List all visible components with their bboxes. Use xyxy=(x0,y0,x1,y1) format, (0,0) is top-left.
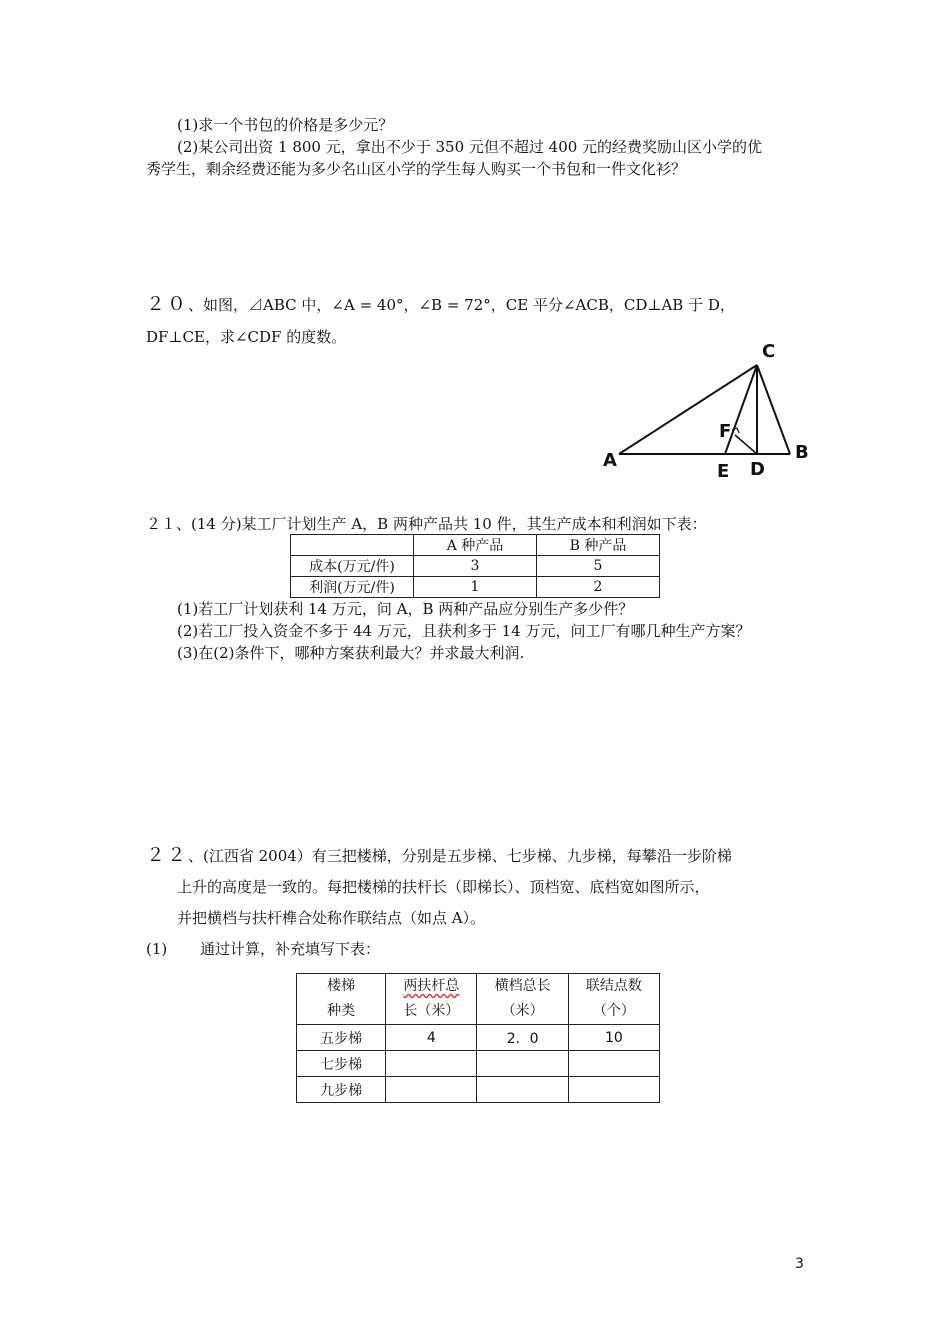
header-line: 联结点数 xyxy=(585,978,642,994)
label-e: E xyxy=(717,461,730,482)
table-cell: 2 xyxy=(537,577,660,598)
q22-line3: 并把横档与扶杆榫合处称作联结点（如点 A）。 xyxy=(177,909,486,927)
q19-part2-line1: (2)某公司出资 1 800 元，拿出不少于 350 元但不超过 400 元的经费奖励山区小学的优 xyxy=(177,138,763,156)
table-row xyxy=(291,577,660,598)
label-a: A xyxy=(603,450,617,471)
header-line: 楼梯 xyxy=(327,978,356,994)
q22-line2: 上升的高度是一致的。每把楼梯的扶杆长（即梯长）、顶档宽、底档宽如图所示， xyxy=(177,878,710,896)
q22-text1: 、(江西省 2004）有三把楼梯，分别是五步梯、七步梯、九步梯，每攀沿一步阶梯 xyxy=(188,847,732,865)
q20-line1 xyxy=(146,294,735,315)
table-cell: A 种产品 xyxy=(414,535,537,556)
table-cell xyxy=(386,1077,477,1103)
table-cell xyxy=(568,1051,659,1077)
q21-part1: (1)若工厂计划获利 14 万元，问 A，B 两种产品应分别生产多少件？ xyxy=(177,600,634,618)
header-line: （米） xyxy=(501,1003,544,1019)
header-line: 横档总长 xyxy=(494,978,551,994)
page-number: 3 xyxy=(795,1256,804,1272)
header-cell xyxy=(568,974,659,1025)
table-cell: 成本(万元/件) xyxy=(291,556,414,577)
table-cell: 利润(万元/件) xyxy=(291,577,414,598)
q22-number: ２２ xyxy=(146,844,189,866)
table-row xyxy=(297,1025,660,1051)
q21-intro: ２１、(14 分)某工厂计划生产 A，B 两种产品共 10 件，其生产成本和利润如下表： xyxy=(146,515,707,533)
q22-line1 xyxy=(146,845,732,866)
q22-part1-label: (1) xyxy=(146,940,168,958)
q21-part3: (3)在(2)条件下，哪种方案获利最大？并求最大利润. xyxy=(177,644,525,662)
header-cell xyxy=(477,974,568,1025)
q21-table xyxy=(290,534,660,598)
table-cell: 2．0 xyxy=(477,1025,568,1051)
table-cell: 九步梯 xyxy=(297,1077,386,1103)
table-cell: 七步梯 xyxy=(297,1051,386,1077)
q19-part1: (1)求一个书包的价格是多少元？ xyxy=(177,116,394,134)
table-row xyxy=(291,556,660,577)
side-ac xyxy=(619,365,757,454)
q21-part2: (2)若工厂投入资金不多于 44 万元，且获利多于 14 万元，问工厂有哪几种生产方案？ xyxy=(177,622,751,640)
table-cell xyxy=(386,1051,477,1077)
table-cell xyxy=(568,1077,659,1103)
q20-text1: 、如图，⊿ABC 中，∠A = 40°，∠B = 72°，CE 平分∠ACB，CD⊥AB 于 D， xyxy=(188,296,735,314)
table-cell: 4 xyxy=(386,1025,477,1051)
table-cell xyxy=(291,535,414,556)
q20-line2: DF⊥CE，求∠CDF 的度数。 xyxy=(146,328,347,346)
table-cell: 5 xyxy=(537,556,660,577)
header-cell xyxy=(297,974,386,1025)
label-d: D xyxy=(750,459,765,480)
segment-df xyxy=(735,435,757,454)
table-cell: 3 xyxy=(414,556,537,577)
q22-table xyxy=(296,973,660,1103)
header-line: 种类 xyxy=(327,1003,356,1019)
table-cell: 10 xyxy=(568,1025,659,1051)
table-cell: 1 xyxy=(414,577,537,598)
table-cell: B 种产品 xyxy=(537,535,660,556)
q22-part1-text: 通过计算，补充填写下表： xyxy=(200,940,381,958)
table-row xyxy=(297,1051,660,1077)
header-cell xyxy=(386,974,477,1025)
side-cb xyxy=(757,365,790,454)
header-line: （个） xyxy=(592,1003,635,1019)
table-row xyxy=(297,1077,660,1103)
table-cell xyxy=(477,1051,568,1077)
label-f: F xyxy=(719,421,732,442)
label-c: C xyxy=(762,341,776,362)
table-header-row xyxy=(297,974,660,1025)
table-cell xyxy=(477,1077,568,1103)
table-row xyxy=(291,535,660,556)
triangle-figure xyxy=(595,335,825,485)
header-line: 长（米） xyxy=(403,1003,460,1019)
label-b: B xyxy=(795,442,809,463)
q19-part2-line2: 秀学生，剩余经费还能为多少名山区小学的学生每人购买一个书包和一件文化衫？ xyxy=(146,160,687,178)
table-cell: 五步梯 xyxy=(297,1025,386,1051)
q20-number: ２０ xyxy=(146,293,189,315)
header-line: 两扶杆总 xyxy=(403,978,460,994)
